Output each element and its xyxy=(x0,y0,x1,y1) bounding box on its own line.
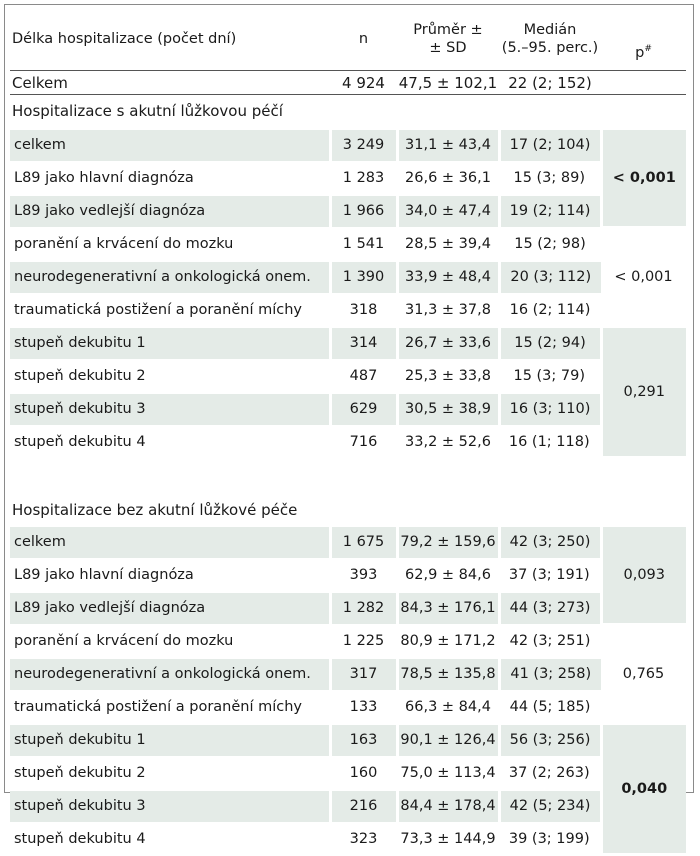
p-value: < 0,001 xyxy=(601,129,686,228)
table-row: traumatická postižení a poranění míchy 318 31,3 ± 37,8 16 (2; 114) xyxy=(14,302,591,318)
section-heading xyxy=(10,458,686,526)
table-row: L89 jako vedlejší diagnóza 1 966 34,0 ± 47,4 19 (2; 114) xyxy=(10,195,686,228)
p-value: < 0,001 xyxy=(614,269,673,285)
table-row: L89 jako hlavní diagnóza 1 283 26,6 ± 36,1 15 (3; 89) xyxy=(14,170,586,186)
p-value: 0,291 xyxy=(601,327,686,458)
table-row: celkem 1 675 79,2 ± 159,6 42 (3; 250) 0,093 xyxy=(10,526,686,559)
total-median: 22 (2; 152) xyxy=(508,73,592,92)
table-row: L89 jako hlavní diagnóza 393 62,9 ± 84,6 37 (3; 191) xyxy=(14,567,590,583)
table-row: celkem 3 249 31,1 ± 43,4 17 (2; 104) < 0,001 xyxy=(10,129,686,162)
table-row: stupeň dekubitu 2 487 25,3 ± 33,8 15 (3; 79) xyxy=(14,368,586,384)
total-mean: 47,5 ± 102,1 xyxy=(398,73,498,92)
section-heading xyxy=(10,95,686,129)
hospitalization-table xyxy=(10,7,686,856)
header-mean: Průměr ± ± SD xyxy=(413,21,483,56)
total-row xyxy=(10,71,686,95)
table-row: neurodegenerativní a onkologická onem. 1 390 33,9 ± 48,4 20 (3; 112) xyxy=(10,261,686,294)
total-n: 4 924 xyxy=(342,73,385,92)
table-row: traumatická postižení a poranění míchy 133 66,3 ± 84,4 44 (5; 185) xyxy=(14,699,591,715)
table-row: stupeň dekubitu 1 314 26,7 ± 33,6 15 (2; 94) 0,291 xyxy=(10,327,686,360)
table-row: L89 jako vedlejší diagnóza 1 282 84,3 ± 176,1 44 (3; 273) xyxy=(10,592,686,625)
table-row: poranění a krvácení do mozku 1 541 28,5 ± 39,4 15 (2; 98) < 0,001 xyxy=(10,228,686,261)
p-value: 0,093 xyxy=(601,526,686,625)
header-median: Medián (5.–95. perc.) xyxy=(501,21,599,56)
table-row: poranění a krvácení do mozku 1 225 80,9 ± 171,2 42 (3; 251) 0,765 xyxy=(10,625,686,658)
p-value: 0,765 xyxy=(622,666,665,682)
p-value: 0,040 xyxy=(601,724,686,855)
table-row: stupeň dekubitu 4 323 73,3 ± 144,9 39 (3; 199) xyxy=(14,831,590,847)
section2-title: Hospitalizace bez akutní lůžkové péče xyxy=(12,501,298,519)
table-row: stupeň dekubitu 3 216 84,4 ± 178,4 42 (5; 234) xyxy=(10,790,686,823)
table-row: stupeň dekubitu 4 716 33,2 ± 52,6 16 (1; 118) xyxy=(14,434,590,450)
table-row: stupeň dekubitu 2 160 75,0 ± 113,4 37 (2; 263) xyxy=(14,765,590,781)
header-row xyxy=(10,7,686,71)
header-p: p# xyxy=(635,44,652,61)
section1-title: Hospitalizace s akutní lůžkovou péčí xyxy=(12,102,283,120)
header-label: Délka hospitalizace (počet dní) xyxy=(12,30,237,47)
table-row: stupeň dekubitu 3 629 30,5 ± 38,9 16 (3; 110) xyxy=(10,393,686,426)
table-row: neurodegenerativní a onkologická onem. 317 78,5 ± 135,8 41 (3; 258) xyxy=(10,658,686,691)
total-label: Celkem xyxy=(12,73,68,92)
table-row: stupeň dekubitu 1 163 90,1 ± 126,4 56 (3; 256) 0,040 xyxy=(10,724,686,757)
header-n: n xyxy=(358,30,369,47)
